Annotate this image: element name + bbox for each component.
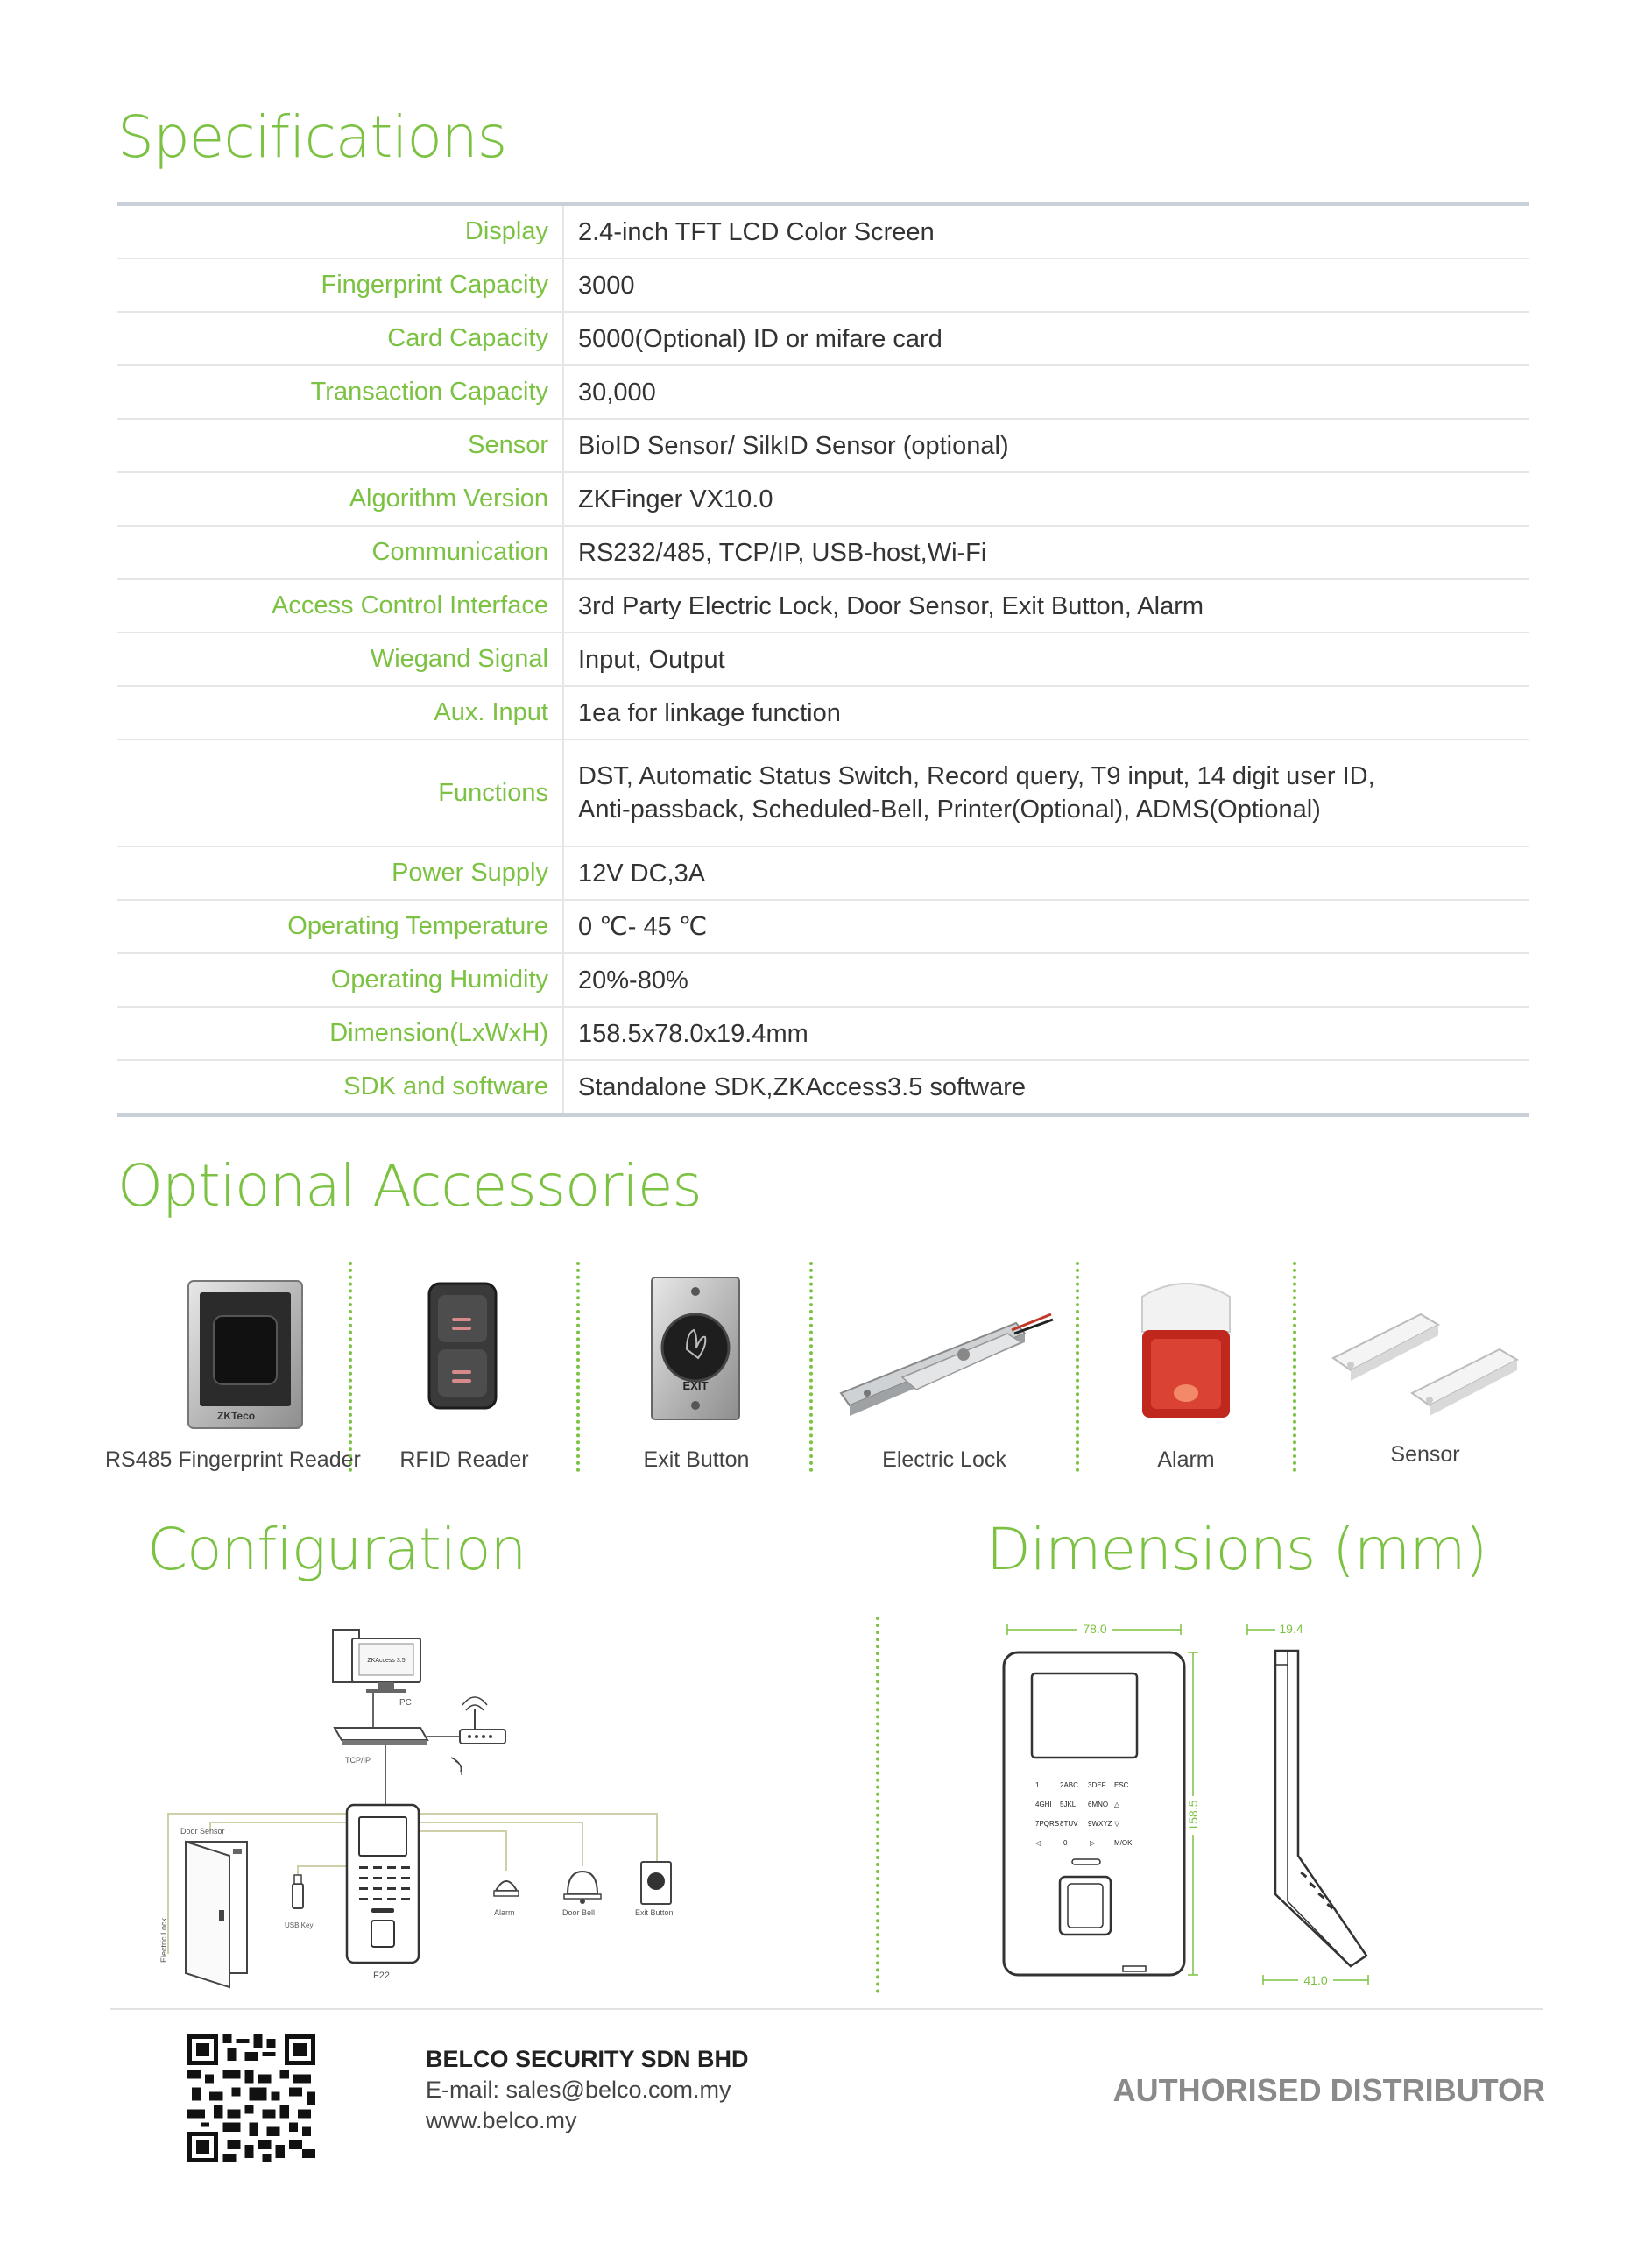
spec-row-operating-humidity [117,954,1529,1008]
exit-button-device-icon [635,1862,674,1917]
spec-row-access-control-interface [117,580,1529,633]
key: 2ABC [1060,1781,1078,1789]
key: M/OK [1114,1839,1133,1847]
bottom-dimension: 41.0 [1303,1973,1328,1987]
key: ▷ [1090,1839,1096,1847]
spec-row-dimension [117,1008,1529,1061]
door-bell-icon [562,1872,601,1917]
spec-value: RS232/485, TCP/IP, USB-host,Wi-Fi [578,538,987,567]
key: △ [1114,1801,1120,1808]
spec-label: Aux. Input [117,687,564,739]
spec-row-transaction-capacity [117,366,1529,420]
accessory-divider [1076,1262,1079,1472]
tcpip-label: TCP/IP [345,1756,371,1765]
spec-row-card-capacity [117,313,1529,366]
dimensions-drawing [990,1612,1393,1998]
key: 7PQRS [1035,1820,1060,1828]
spec-row-communication [117,527,1529,580]
spec-row-power-supply [117,847,1529,901]
key: 0 [1063,1839,1068,1847]
spec-label: Card Capacity [117,313,564,364]
spec-row-functions [117,740,1529,847]
dimensions-title: Dimensions (mm) [986,1516,1487,1583]
spec-row-operating-temperature [117,901,1529,954]
section-divider [876,1617,879,1993]
spec-label: Transaction Capacity [117,366,564,418]
wifi-signal-icon [451,1758,462,1775]
door-icon [159,1827,247,1987]
depth-dimension: 19.4 [1279,1622,1303,1636]
exit-button-label: Exit Button [635,1908,674,1917]
spec-label: Algorithm Version [117,473,564,525]
spec-label: Sensor [117,420,564,471]
key: 3DEF [1088,1781,1106,1789]
electric-lock-label: Electric Lock [159,1917,168,1963]
key: 1 [1035,1781,1040,1789]
key: ESC [1114,1781,1129,1789]
height-dimension: 158.5 [1186,1800,1200,1831]
spec-row-sdk-software [117,1061,1529,1113]
device-side-view [1247,1621,1368,1987]
accessories-title: Optional Accessories [117,1152,702,1220]
accessory-divider [809,1262,813,1472]
spec-label: Functions [117,740,564,846]
alarm-label: Alarm [494,1908,515,1917]
software-label: ZKAccess 3.5 [367,1658,406,1664]
accessory-alarm [1081,1262,1291,1472]
spec-value: 158.5x78.0x19.4mm [578,1019,808,1048]
accessory-label: Sensor [1390,1442,1460,1467]
spec-label: Operating Humidity [117,954,564,1006]
device-label: F22 [373,1971,390,1981]
authorised-distributor-label: AUTHORISED DISTRIBUTOR [1112,2072,1545,2108]
alarm-device-icon [494,1881,519,1917]
rfid-reader-icon [355,1262,574,1437]
spec-value: 2.4-inch TFT LCD Color Screen [578,217,935,246]
spec-value: Standalone SDK,ZKAccess3.5 software [578,1072,1026,1101]
spec-label: SDK and software [117,1061,564,1113]
key: ◁ [1035,1839,1041,1847]
spec-value: 1ea for linkage function [578,698,841,727]
accessory-fingerprint-reader [105,1262,361,1472]
spec-row-display [117,206,1529,259]
accessory-label: Alarm [1157,1447,1215,1472]
accessory-electric-lock [815,1262,1074,1472]
electric-lock-icon [815,1262,1074,1437]
spec-value: ZKFinger VX10.0 [578,485,773,513]
network-switch-icon [335,1728,427,1765]
key: ▽ [1114,1820,1120,1828]
accessory-exit-button [582,1262,811,1472]
usb-key-label: USB Key [285,1921,314,1929]
accessory-label: RS485 Fingerprint Reader [105,1447,361,1472]
key: 6MNO [1088,1801,1109,1808]
spec-label: Wiegand Signal [117,633,564,685]
door-sensor-icon [1298,1262,1552,1437]
specifications-table [117,202,1529,1117]
key: 9WXYZ [1088,1820,1112,1828]
spec-value-line-1: DST, Automatic Status Switch, Record query, T9 input, 14 digit user ID, [578,762,1375,790]
configuration-title: Configuration [147,1516,526,1583]
spec-row-wiegand-signal [117,633,1529,687]
door-sensor-label: Door Sensor [180,1827,225,1836]
spec-value: 30,000 [578,378,656,407]
spec-label: Power Supply [117,847,564,899]
accessory-label: Electric Lock [882,1447,1006,1472]
accessory-divider [1293,1262,1296,1472]
width-dimension: 78.0 [1083,1622,1107,1636]
wifi-router-icon [460,1697,505,1744]
accessory-label: RFID Reader [399,1447,529,1472]
key: 8TUV [1060,1820,1078,1828]
usb-key-icon [285,1875,313,1929]
spec-label: Communication [117,527,564,578]
accessory-rfid-reader [355,1262,574,1472]
configuration-diagram [149,1612,710,1989]
spec-value: 0 ℃- 45 ℃ [578,912,708,941]
key: 5JKL [1060,1801,1077,1808]
spec-value: Input, Output [578,645,725,674]
reader-brand-text: ZKTeco [217,1410,256,1422]
spec-value: 5000(Optional) ID or mifare card [578,324,942,353]
spec-value: 3rd Party Electric Lock, Door Sensor, Exit Button, Alarm [578,591,1204,620]
door-bell-label: Door Bell [562,1908,596,1917]
spec-value: 12V DC,3A [578,859,706,888]
device-front-view [1004,1621,1200,1975]
accessory-sensor [1298,1262,1552,1472]
spec-label: Access Control Interface [117,580,564,632]
spec-value-line-2: Anti-passback, Scheduled-Bell, Printer(Optional), ADMS(Optional) [578,796,1321,824]
spec-label: Dimension(LxWxH) [117,1008,564,1059]
company-name: BELCO SECURITY SDN BHD [426,2046,749,2072]
f22-device-icon [347,1805,419,1981]
pc-label: PC [399,1698,412,1708]
spec-label: Fingerprint Capacity [117,259,564,311]
exit-button-icon [582,1262,811,1437]
spec-row-aux-input [117,687,1529,740]
pc-icon [333,1630,420,1708]
footer-divider [110,2008,1543,2010]
spec-label: Operating Temperature [117,901,564,952]
qr-code [187,2034,315,2162]
spec-row-fingerprint-capacity [117,259,1529,313]
spec-row-algorithm-version [117,473,1529,527]
accessory-label: Exit Button [643,1447,750,1472]
exit-label-text: EXIT [682,1379,709,1392]
company-email: E-mail: sales@belco.com.my [426,2077,731,2103]
spec-value: BioID Sensor/ SilkID Sensor (optional) [578,431,1009,460]
spec-row-sensor [117,420,1529,473]
company-website: www.belco.my [426,2107,577,2133]
accessory-divider [576,1262,580,1472]
spec-value: 20%-80% [578,966,688,994]
accessory-divider [349,1262,352,1472]
fingerprint-reader-icon [105,1262,350,1437]
spec-label: Display [117,206,564,258]
alarm-icon [1081,1262,1291,1437]
spec-value: 3000 [578,271,635,300]
key: 4GHI [1035,1801,1052,1808]
specifications-title: Specifications [117,103,507,171]
spec-value [564,760,1375,826]
